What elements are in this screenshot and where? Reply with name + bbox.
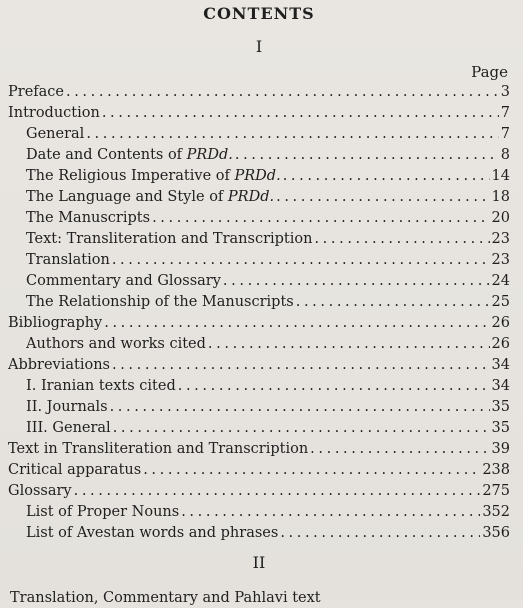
dot-leader	[296, 292, 490, 313]
toc-entry-page-number: 25	[491, 294, 510, 310]
toc-entry-italic-text: PRDd.	[186, 147, 233, 163]
toc-entry-page-number: 275	[482, 483, 510, 499]
toc-entry-page-number: 26	[491, 315, 510, 331]
toc-entry	[8, 502, 510, 523]
toc-entry-label	[8, 439, 308, 460]
dot-leader	[310, 439, 489, 460]
toc-entry-text: Commentary and Glossary	[26, 273, 221, 289]
toc-entry-page-number: 39	[491, 441, 510, 457]
toc-entry-text: I. Iranian texts cited	[26, 378, 176, 394]
toc-entry-label	[26, 250, 110, 271]
toc-entry-text: The Language and Style of	[26, 189, 228, 205]
toc-entry	[8, 229, 510, 250]
toc-entry-text: List of Proper Nouns	[26, 504, 180, 520]
dot-leader	[280, 523, 480, 544]
dot-leader	[86, 124, 498, 145]
toc-entry	[8, 313, 510, 334]
toc-entry-text: Preface	[8, 84, 64, 100]
toc-entry	[8, 103, 510, 124]
dot-leader	[181, 502, 480, 523]
toc-entry-page-number: 35	[491, 399, 510, 415]
toc-entry-page-number: 238	[482, 462, 510, 478]
dot-leader	[152, 208, 489, 229]
toc-entry-label	[26, 187, 274, 208]
toc-entry-italic-text: PRDd.	[234, 168, 281, 184]
toc-entry	[8, 481, 510, 502]
toc-entry-text: Text in Transliteration and Transcription	[8, 441, 309, 457]
toc-entry	[8, 124, 510, 145]
dot-leader	[112, 250, 490, 271]
dot-leader	[178, 376, 490, 397]
toc-entry-label	[26, 208, 150, 229]
dot-leader	[314, 229, 489, 250]
toc-entry-page-number: 14	[491, 168, 510, 184]
toc-entry	[8, 271, 510, 292]
toc-entry-page-number: 34	[491, 357, 510, 373]
toc-entry	[8, 397, 510, 418]
toc-entry-label	[26, 334, 206, 355]
toc-entry-label	[8, 103, 100, 124]
toc-entry-text: Text: Transliteration and Transcription	[26, 231, 313, 247]
toc-entry-text: Translation	[26, 252, 110, 268]
toc-entry-page-number: 24	[491, 273, 510, 289]
toc-entry-text: List of Avestan words and phrases	[26, 525, 279, 541]
toc-entry	[8, 292, 510, 313]
toc-entry-label	[26, 502, 179, 523]
toc-entry-text: General	[26, 126, 85, 142]
dot-leader	[102, 103, 499, 124]
toc-entry-text: Glossary	[8, 483, 72, 499]
page-title: CONTENTS	[203, 4, 315, 23]
part-one-heading: I	[255, 37, 263, 56]
toc-entry-label	[8, 460, 141, 481]
dot-leader	[74, 481, 481, 502]
dot-leader	[110, 397, 490, 418]
toc-entry	[8, 418, 510, 439]
toc-entry-page-number: 26	[491, 336, 510, 352]
dot-leader	[143, 460, 480, 481]
toc-entry-label	[8, 355, 110, 376]
toc-entry-label	[26, 124, 84, 145]
part-two-heading: II	[252, 553, 266, 572]
dot-leader	[276, 187, 489, 208]
toc-entry-text: Authors and works cited	[26, 336, 206, 352]
toc-entry-label	[26, 523, 278, 544]
toc-entry	[8, 250, 510, 271]
toc-entry-page-number: 352	[482, 504, 510, 520]
toc-entry-page-number: 20	[491, 210, 510, 226]
toc-entry	[8, 166, 510, 187]
dot-leader	[104, 313, 489, 334]
toc-entry-label	[26, 229, 312, 250]
dot-leader	[66, 82, 499, 103]
toc-entry-text: Abbreviations	[8, 357, 110, 373]
toc-entry-text: The Manuscripts	[26, 210, 151, 226]
toc-entry-label	[26, 166, 281, 187]
toc-entry-text: II. Journals	[26, 399, 108, 415]
toc-entry-label	[8, 481, 72, 502]
toc-entry	[8, 334, 510, 355]
toc-entry-text: Bibliography	[8, 315, 103, 331]
toc-entry-page-number: 34	[491, 378, 510, 394]
toc-entry-page-number: 35	[491, 420, 510, 436]
toc-entry-page-number: 23	[491, 231, 510, 247]
toc-entry-page-number: 8	[500, 147, 510, 163]
toc-entry-label	[26, 145, 233, 166]
toc-entry	[8, 145, 510, 166]
toc-entry-italic-text: PRDd.	[227, 189, 275, 205]
toc-entry-text: The Relationship of the Manuscripts	[26, 294, 294, 310]
dot-leader	[223, 271, 490, 292]
toc-entry-label	[26, 376, 176, 397]
toc-entry-label	[8, 82, 64, 103]
toc-entry	[8, 523, 510, 544]
toc-entry-label	[26, 397, 108, 418]
toc-entry-page-number: 18	[491, 189, 510, 205]
toc-entry-text: The Religious Imperative of	[26, 168, 235, 184]
dot-leader	[283, 166, 490, 187]
toc-entry-text: III. General	[26, 420, 111, 436]
table-of-contents	[8, 82, 510, 544]
toc-entry-text: Critical apparatus	[8, 462, 142, 478]
toc-entry-label	[8, 313, 102, 334]
toc-entry-text: Introduction	[8, 105, 100, 121]
toc-entry-label	[26, 271, 221, 292]
toc-entry-page-number: 7	[500, 105, 510, 121]
dot-leader	[113, 418, 490, 439]
toc-entry-page-number: 3	[500, 84, 510, 100]
toc-entry-page-number: 7	[500, 126, 510, 142]
dot-leader	[112, 355, 490, 376]
toc-entry-label	[26, 292, 294, 313]
toc-entry-text: Date and Contents of	[26, 147, 187, 163]
dot-leader	[235, 145, 499, 166]
trailer-line: Translation, Commentary and Pahlavi text	[10, 590, 321, 606]
toc-entry	[8, 187, 510, 208]
toc-entry	[8, 82, 510, 103]
toc-entry	[8, 460, 510, 481]
toc-entry	[8, 355, 510, 376]
toc-entry	[8, 208, 510, 229]
toc-entry-label	[26, 418, 111, 439]
page-column-header: Page	[471, 63, 508, 81]
toc-entry-page-number: 356	[482, 525, 510, 541]
toc-entry	[8, 439, 510, 460]
dot-leader	[208, 334, 490, 355]
toc-entry-page-number: 23	[491, 252, 510, 268]
toc-entry	[8, 376, 510, 397]
